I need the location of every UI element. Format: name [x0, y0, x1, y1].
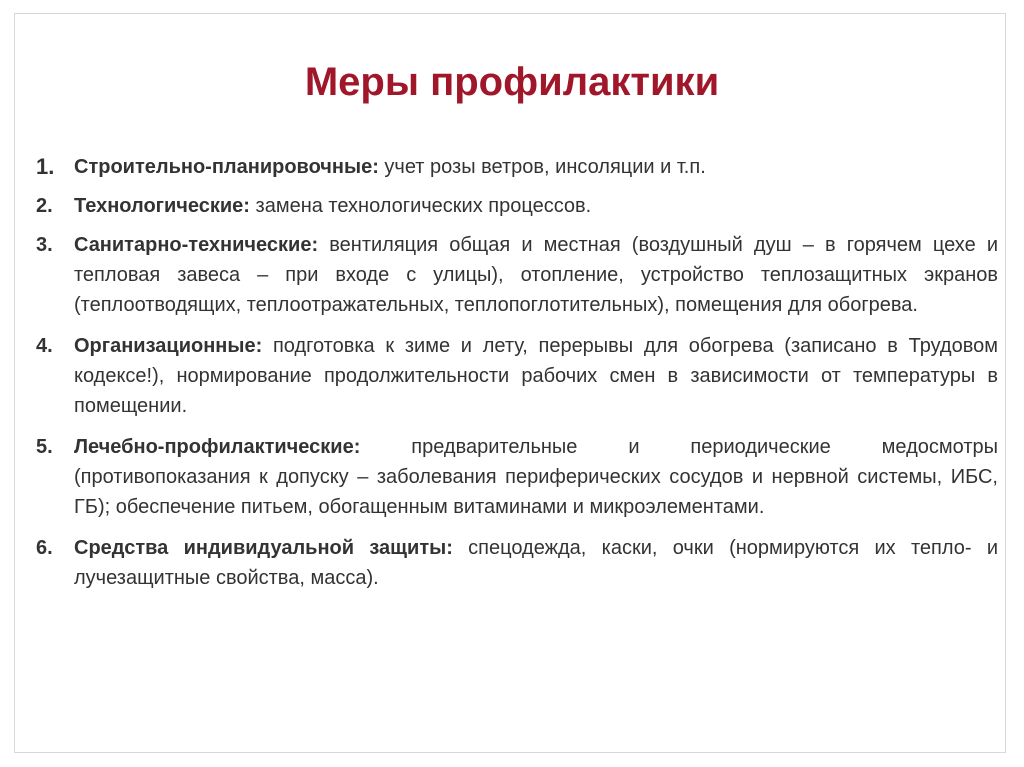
- item-heading: Средства индивидуальной защиты:: [74, 537, 453, 559]
- item-number: 3.: [36, 234, 53, 256]
- item-number: 2.: [36, 195, 53, 217]
- list-item-personal-protection: [36, 533, 998, 593]
- item-text: предварительные и периодические медосмотры (противопоказания к допуску – заболевания периферических сосудов и нервной системы, ИБС, ГБ); обеспечение питьем, обогащенным витаминами и микроэлементами.: [74, 436, 998, 518]
- item-heading: Организационные:: [74, 335, 263, 357]
- item-text: вентиляция общая и местная (воздушный душ – в горячем цехе и тепловая завеса – при входе с улицы), отопление, устройство теплозащитных экранов (теплоотводящих, теплоотражательных, теплопоглотительных), помещения для обогрева.: [74, 234, 998, 316]
- list-item-organizational: [36, 331, 998, 421]
- item-heading: Строительно-планировочные:: [74, 156, 379, 178]
- item-text: замена технологических процессов.: [249, 195, 592, 217]
- item-text: спецодежда, каски, очки (нормируются их тепло- и лучезащитные свойства, масса).: [74, 537, 998, 589]
- slide-title: Меры профилактики: [304, 60, 720, 104]
- item-number: 6.: [36, 537, 53, 559]
- item-heading: Санитарно-технические:: [74, 234, 319, 256]
- item-number: 1.: [36, 154, 55, 179]
- item-heading: Лечебно-профилактические:: [74, 436, 361, 458]
- list-item-technological: [36, 191, 998, 221]
- item-number: 4.: [36, 335, 53, 357]
- list-item-sanitary-technical: [36, 230, 998, 320]
- item-heading: Технологические:: [74, 195, 250, 217]
- item-number: 5.: [36, 436, 53, 458]
- item-text: учет розы ветров, инсоляции и т.п.: [378, 156, 706, 178]
- item-text: подготовка к зиме и лету, перерывы для обогрева (записано в Трудовом кодексе!), нормирование продолжительности рабочих смен в зависимости от температуры в помещении.: [74, 335, 998, 417]
- list-item-construction-planning: [36, 152, 998, 182]
- measures-list: [36, 152, 998, 593]
- list-item-medical-preventive: [36, 432, 998, 522]
